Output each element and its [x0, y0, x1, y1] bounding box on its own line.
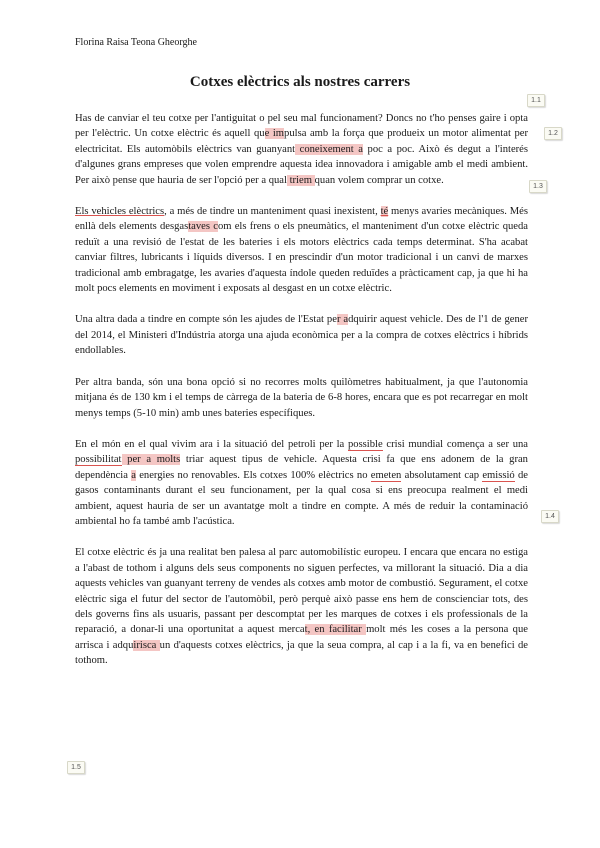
paragraph-4: Per altra banda, són una bona opció si no recorres molts quilòmetres habitualment, ja que l'autonomia mitjana és de 130 km i el temps de càrrega de la bateria de 6-8 hores, encara que es pot recarregar en molt menys temps (5-10 min) amb unes bateries específiques.: [75, 376, 528, 419]
paragraph-3: Una altra dada a tindre en compte són les ajudes de l'Estat per adquirir aquest vehicle. Des de l'1 de gener del 2014, el Ministeri d'Indústria atorga una ajuda econòmica per a la compra de cotxes elèctrics i híbrids endollables.: [75, 314, 528, 357]
comment-marker[interactable]: 1.1: [527, 94, 545, 107]
comment-marker[interactable]: 1.2: [544, 127, 562, 140]
highlight[interactable]: t, en facilitar: [304, 624, 367, 636]
underlined-text[interactable]: emeten: [370, 469, 402, 481]
highlight[interactable]: coneixement a: [295, 143, 363, 155]
comment-marker[interactable]: 1.3: [529, 180, 547, 193]
highlight[interactable]: taves c: [188, 221, 218, 233]
highlight[interactable]: triem: [286, 174, 315, 186]
document-body: [75, 111, 528, 685]
comment-marker[interactable]: 1.4: [541, 510, 559, 523]
underlined-text[interactable]: emissió: [482, 469, 515, 481]
highlight[interactable]: e im: [264, 128, 285, 140]
document-title: Cotxes elèctrics als nostres carrers: [189, 74, 411, 90]
highlight[interactable]: r a: [336, 314, 349, 326]
highlight[interactable]: irisca: [133, 639, 160, 651]
underlined-text[interactable]: possibilitat: [75, 454, 122, 466]
paragraph-5: En el món en el qual vivim ara i la situació del petroli per la possible crisi mundial comença a ser una possibilitat per a molts triar aquest tipus de vehicle. Aquesta crisi fa que ens adonem de la gran dependència a energies no renovables. Els cotxes 100% elèctrics no emeten absolutament cap emissió de gasos contaminants durant el seu funcionament, per la qual cosa si ens preocupa realment el medi ambient, aquest hauria de ser un avantatge molt a tindre en compte. A més de reduir la contaminació ambiental ho fa també amb l'acústica.: [75, 438, 529, 527]
highlight[interactable]: per a molts: [121, 454, 181, 466]
comment-marker[interactable]: 1.5: [67, 761, 85, 774]
highlight[interactable]: té: [380, 206, 389, 218]
underlined-text[interactable]: Els vehicles elèctrics: [75, 206, 165, 218]
underlined-text[interactable]: possible: [347, 438, 383, 450]
paragraph-2: Els vehicles elèctrics, a més de tindre un manteniment quasi inexistent, té menys avaries mecàniques. Més enllà dels elements desgastaves com els frens o els pneumàtics, el manteniment d'un cotxe elèctric queda reduït a una revisió de l'estat de les bateries i els motors elèctrics cada temps determinat. S'ha acabat canviar filtres, lubricants i líquids diversos. I en prescindir d'un motor tradicional i un canvi de marxes tradicional amb embragatge, les avaries d'aquesta índole queden reduïdes a pràcticament cap, ja que hi ha molt pocs elements en moviment i exposats al desgast en un cotxe elèctric.: [75, 206, 529, 295]
paragraph-1: Has de canviar el teu cotxe per l'antiguitat o pel seu mal funcionament? Doncs no t'ho penses gaire i opta per l'elèctric. Un cotxe elèctric és aquell que impulsa amb la força que produeix un motor alimentat per electricitat. Els automòbils elèctrics van guanyant coneixement a poc a poc. Això és degut a l'interés d'algunes grans empreses que volen emprendre aquesta idea innovadora i amigable amb el medi ambient. Per això pense que hauria de ser l'opció per a qual triem quan volem comprar un cotxe.: [75, 113, 528, 186]
highlight[interactable]: a: [131, 469, 136, 481]
document-author: Florina Raisa Teona Gheorghe: [75, 37, 197, 48]
paragraph-6: El cotxe elèctric és ja una realitat ben palesa al parc automobilístic europeu. I encara que encara no estiga a l'abast de tothom i alguns dels seus components no siguen perfectes, va millorant la situació. Dia a dia aquests vehicles van guanyant terreny de vendes als cotxes amb motor de combustió. Segurament, el cotxe elèctric siga el futur del sector de l'automòbil, però perquè això passe ens hem de conscienciar tots, des dels governs fins als usuaris, passant per descomptat per les marques de cotxes i els professionals de la reparació, a donar-li una oportunitat a aquest mercat, en facilitar molt més les coses a la persona que arrisca i adquirisca un d'aquests cotxes elèctrics, ja que la seua compra, al cap i a la fi, va en benefici de tothom.: [75, 547, 529, 667]
